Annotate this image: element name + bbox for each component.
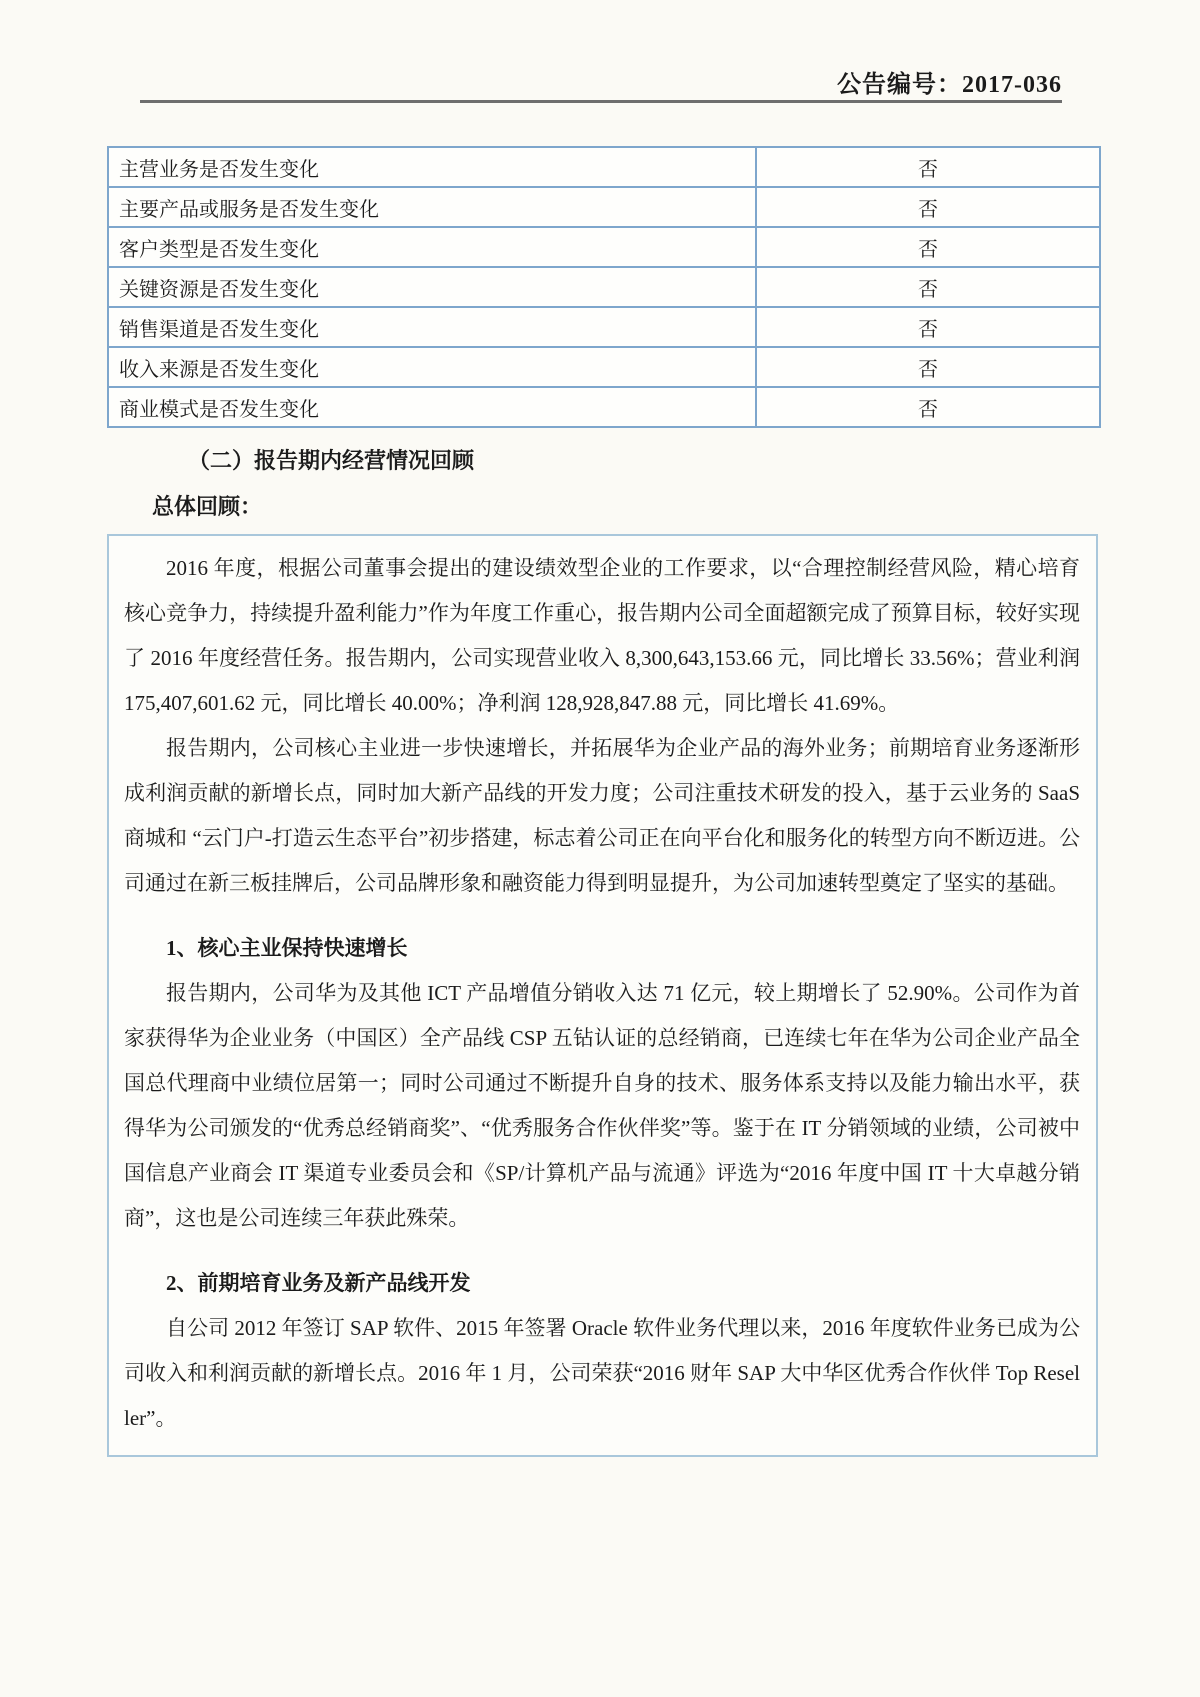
row-value: 否 xyxy=(756,267,1100,307)
subheading-core-business: 1、核心主业保持快速增长 xyxy=(166,936,408,960)
row-value: 否 xyxy=(756,147,1100,187)
row-label: 关键资源是否发生变化 xyxy=(108,267,756,307)
paragraph-new-products: 自公司 2012 年签订 SAP 软件、2015 年签署 Oracle 软件业务代理以来，2016 年度软件业务已成为公司收入和利润贡献的新增长点。2016 年 1 月，公司荣获“2016 财年 SAP 大中华区优秀合作伙伴 Top Reseller”。 xyxy=(124,1316,1080,1430)
section-heading: （二）报告期内经营情况回顾 xyxy=(188,448,475,473)
row-label: 客户类型是否发生变化 xyxy=(108,227,756,267)
header-rule xyxy=(140,100,1062,103)
report-box xyxy=(107,534,1098,1457)
table-row xyxy=(108,227,1100,267)
row-value: 否 xyxy=(756,347,1100,387)
row-label: 销售渠道是否发生变化 xyxy=(108,307,756,347)
row-value: 否 xyxy=(756,307,1100,347)
table-row xyxy=(108,307,1100,347)
table-row xyxy=(108,347,1100,387)
paragraph-overview-1: 2016 年度，根据公司董事会提出的建设绩效型企业的工作要求，以“合理控制经营风险，精心培育核心竞争力，持续提升盈利能力”作为年度工作重心，报告期内公司全面超额完成了预算目标，较好实现了 2016 年度经营任务。报告期内，公司实现营业收入 8,300,643,153.66 元，同比增长 33.56%；营业利润 175,407,601.62 元，同比增长 40.00%；净利润 128,928,847.88 元，同比增长 41.69%。 xyxy=(124,556,1080,715)
table-row xyxy=(108,147,1100,187)
row-label: 主要产品或服务是否发生变化 xyxy=(108,187,756,227)
subheading-new-products: 2、前期培育业务及新产品线开发 xyxy=(166,1271,471,1295)
paragraph-core-business: 报告期内，公司华为及其他 ICT 产品增值分销收入达 71 亿元，较上期增长了 52.90%。公司作为首家获得华为企业业务（中国区）全产品线 CSP 五钻认证的总经销商，已连续七年在华为公司企业产品全国总代理商中业绩位居第一；同时公司通过不断提升自身的技术、服务体系支持以及能力输出水平，获得华为公司颁发的“优秀总经销商奖”、“优秀服务合作伙伴奖”等。鉴于在 IT 分销领域的业绩，公司被中国信息产业商会 IT 渠道专业委员会和《SP/计算机产品与流通》评选为“2016 年度中国 IT 十大卓越分销商”，这也是公司连续三年获此殊荣。 xyxy=(124,981,1080,1230)
announcement-number: 公告编号：2017-036 xyxy=(837,72,1062,98)
row-value: 否 xyxy=(756,387,1100,427)
row-value: 否 xyxy=(756,227,1100,267)
table-row xyxy=(108,267,1100,307)
overview-heading: 总体回顾： xyxy=(152,494,263,519)
table-row xyxy=(108,387,1100,427)
table-row xyxy=(108,187,1100,227)
row-label: 主营业务是否发生变化 xyxy=(108,147,756,187)
change-table xyxy=(107,146,1101,428)
paragraph-overview-2: 报告期内，公司核心主业进一步快速增长，并拓展华为企业产品的海外业务；前期培育业务逐渐形成利润贡献的新增长点，同时加大新产品线的开发力度；公司注重技术研发的投入，基于云业务的 SaaS 商城和 “云门户-打造云生态平台”初步搭建，标志着公司正在向平台化和服务化的转型方向不断迈进。公司通过在新三板挂牌后，公司品牌形象和融资能力得到明显提升，为公司加速转型奠定了坚实的基础。 xyxy=(124,736,1080,895)
row-label: 收入来源是否发生变化 xyxy=(108,347,756,387)
row-value: 否 xyxy=(756,187,1100,227)
row-label: 商业模式是否发生变化 xyxy=(108,387,756,427)
